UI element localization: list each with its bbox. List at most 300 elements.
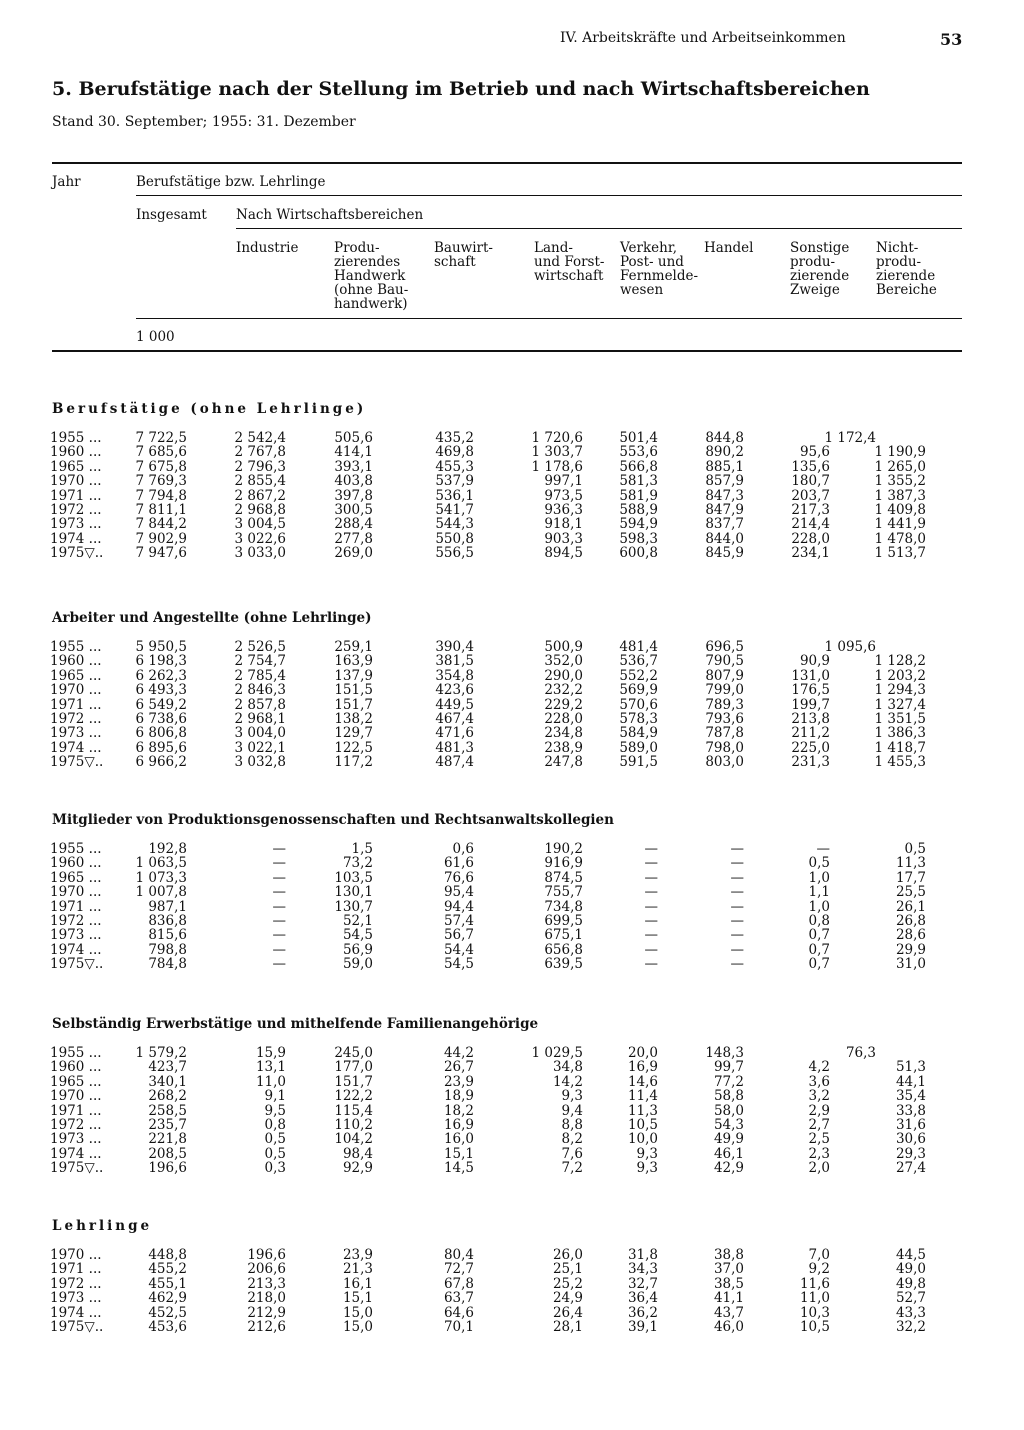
table-row	[0, 489, 1024, 503]
value-cell: 7,6	[561, 1145, 583, 1162]
value-cell: 269,0	[334, 545, 373, 562]
year-cell: 1970 ...	[50, 473, 102, 490]
value-cell: 10,5	[627, 1117, 658, 1133]
value-cell: 837,7	[705, 516, 744, 533]
value-cell: —	[644, 956, 658, 973]
value-cell: 1 478,0	[874, 530, 926, 547]
value-cell: 6 198,3	[135, 653, 187, 670]
value-cell: 1 327,4	[874, 696, 926, 713]
value-cell: 6 262,3	[135, 667, 187, 684]
value-cell: —	[272, 927, 286, 944]
value-cell: 228,0	[544, 711, 583, 727]
value-cell: 3 022,6	[234, 530, 286, 547]
value-cell: —	[644, 913, 658, 929]
value-cell: —	[644, 841, 658, 857]
value-cell: 212,9	[247, 1304, 286, 1321]
value-cell: 2 542,4	[234, 430, 286, 446]
value-cell: 0,8	[264, 1117, 286, 1133]
value-cell: 234,1	[791, 545, 830, 562]
value-cell: 196,6	[247, 1247, 286, 1263]
value-cell: 2,3	[808, 1145, 830, 1162]
table-row	[0, 1104, 1024, 1118]
value-cell: 26,7	[443, 1059, 474, 1076]
year-cell: 1972 ...	[50, 1275, 102, 1292]
table-row	[0, 1118, 1024, 1132]
value-cell: —	[730, 855, 744, 872]
header-nach-rule	[236, 228, 962, 229]
value-cell: 67,8	[443, 1275, 474, 1292]
year-cell: 1974 ...	[50, 1145, 102, 1162]
table-row	[0, 1291, 1024, 1305]
value-cell: 46,0	[713, 1319, 744, 1335]
value-cell: 11,0	[255, 1073, 286, 1090]
value-cell: 807,9	[705, 667, 744, 684]
value-cell: 1 720,6	[531, 430, 583, 446]
value-cell: 14,6	[627, 1073, 658, 1090]
value-cell: 10,3	[799, 1304, 830, 1321]
table-row	[0, 943, 1024, 957]
table-row	[0, 900, 1024, 914]
year-cell: 1971 ...	[50, 1102, 102, 1119]
merged-value-cell: 1 172,4	[824, 430, 876, 446]
value-cell: 455,2	[148, 1261, 187, 1278]
value-cell: 352,0	[544, 653, 583, 670]
value-cell: 32,2	[895, 1319, 926, 1335]
value-cell: 218,0	[247, 1290, 286, 1307]
value-cell: 2 846,3	[234, 682, 286, 699]
value-cell: 38,5	[713, 1275, 744, 1292]
value-cell: 3 022,1	[234, 739, 286, 756]
value-cell: 536,7	[619, 653, 658, 670]
table-row	[0, 1248, 1024, 1262]
value-cell: 24,9	[552, 1290, 583, 1307]
table-row	[0, 1306, 1024, 1320]
value-cell: 455,1	[148, 1275, 187, 1292]
header-col-verkehr: Verkehr, Post- und Fernmelde- wesen	[620, 240, 699, 298]
section-title: Arbeiter und Angestellte (ohne Lehrlinge)	[52, 610, 372, 626]
year-cell: 1970 ...	[50, 682, 102, 699]
value-cell: 594,9	[619, 516, 658, 533]
value-cell: 26,4	[552, 1304, 583, 1321]
year-cell: 1955 ...	[50, 639, 102, 655]
value-cell: 2,7	[808, 1117, 830, 1133]
value-cell: 26,0	[552, 1247, 583, 1263]
value-cell: 469,8	[435, 444, 474, 461]
value-cell: 1 178,6	[531, 458, 583, 475]
value-cell: 0,5	[264, 1145, 286, 1162]
value-cell: 1 387,3	[874, 487, 926, 504]
value-cell: 31,6	[895, 1117, 926, 1133]
value-cell: 755,7	[544, 884, 583, 901]
value-cell: 0,5	[904, 841, 926, 857]
value-cell: 435,2	[435, 430, 474, 446]
value-cell: 5 950,5	[135, 639, 187, 655]
value-cell: 1 203,2	[874, 667, 926, 684]
value-cell: 95,4	[443, 884, 474, 901]
value-cell: 857,9	[705, 473, 744, 490]
table-row	[0, 885, 1024, 899]
value-cell: 501,4	[619, 430, 658, 446]
value-cell: 7 685,6	[135, 444, 187, 461]
value-cell: 31,0	[895, 956, 926, 973]
value-cell: 936,3	[544, 502, 583, 518]
value-cell: —	[730, 927, 744, 944]
value-cell: 9,4	[561, 1102, 583, 1119]
value-cell: 73,2	[342, 855, 373, 872]
section-title: Lehrlinge	[52, 1218, 153, 1234]
value-cell: 25,2	[552, 1275, 583, 1292]
table-row	[0, 755, 1024, 769]
value-cell: 381,5	[435, 653, 474, 670]
value-cell: 462,9	[148, 1290, 187, 1307]
value-cell: 7 811,1	[135, 502, 187, 518]
value-cell: 211,2	[791, 725, 830, 742]
value-cell: 196,6	[148, 1160, 187, 1177]
table-row	[0, 654, 1024, 668]
year-cell: 1965 ...	[50, 1073, 102, 1090]
value-cell: 104,2	[334, 1131, 373, 1148]
value-cell: 16,0	[443, 1131, 474, 1148]
value-cell: —	[272, 941, 286, 958]
header-insgesamt: Insgesamt	[136, 207, 207, 223]
table-row	[0, 431, 1024, 445]
value-cell: 192,8	[148, 841, 187, 857]
table-row	[0, 683, 1024, 697]
value-cell: 288,4	[334, 516, 373, 533]
merged-value-cell: 1 095,6	[824, 639, 876, 655]
value-cell: 0,8	[808, 913, 830, 929]
value-cell: 21,3	[342, 1261, 373, 1278]
value-cell: 208,5	[148, 1145, 187, 1162]
value-cell: 130,1	[334, 884, 373, 901]
value-cell: 452,5	[148, 1304, 187, 1321]
header-col-sonstige: Sonstige produ- zierende Zweige	[790, 240, 850, 298]
value-cell: —	[644, 869, 658, 886]
value-cell: 581,9	[619, 487, 658, 504]
value-cell: 2 855,4	[234, 473, 286, 490]
value-cell: 3 004,0	[234, 725, 286, 742]
section-title: Selbständig Erwerbstätige und mithelfende Familienangehörige	[52, 1016, 539, 1032]
value-cell: 2 785,4	[234, 667, 286, 684]
value-cell: 258,5	[148, 1102, 187, 1119]
value-cell: 844,8	[705, 430, 744, 446]
value-cell: 213,3	[247, 1275, 286, 1292]
page-number: 53	[940, 30, 963, 49]
value-cell: 57,4	[443, 913, 474, 929]
value-cell: 1 294,3	[874, 682, 926, 699]
header-bottom-rule	[52, 350, 962, 352]
value-cell: 0,7	[808, 941, 830, 958]
value-cell: —	[730, 913, 744, 929]
value-cell: 76,6	[443, 869, 474, 886]
value-cell: 110,2	[334, 1117, 373, 1133]
value-cell: 245,0	[334, 1045, 373, 1061]
table-row	[0, 1060, 1024, 1074]
value-cell: 1,5	[351, 841, 373, 857]
header-col-landwirtschaft: Land- und Forst- wirtschaft	[534, 240, 605, 284]
value-cell: 0,7	[808, 927, 830, 944]
value-cell: 890,2	[705, 444, 744, 461]
value-cell: 7 769,3	[135, 473, 187, 490]
value-cell: 2,5	[808, 1131, 830, 1148]
header-group-rule	[136, 195, 962, 196]
table-row	[0, 698, 1024, 712]
value-cell: 7 722,5	[135, 430, 187, 446]
value-cell: 259,1	[334, 639, 373, 655]
value-cell: 500,9	[544, 639, 583, 655]
value-cell: 15,9	[255, 1045, 286, 1061]
table-row	[0, 517, 1024, 531]
value-cell: 556,5	[435, 545, 474, 562]
table-title: 5. Berufstätige nach der Stellung im Betrieb und nach Wirtschaftsbereichen	[52, 78, 870, 100]
value-cell: 94,4	[443, 898, 474, 915]
value-cell: 28,1	[552, 1319, 583, 1335]
value-cell: 29,3	[895, 1145, 926, 1162]
value-cell: 36,2	[627, 1304, 658, 1321]
year-cell: 1965 ...	[50, 458, 102, 475]
value-cell: 3 032,8	[234, 754, 286, 771]
value-cell: 39,1	[627, 1319, 658, 1335]
table-row	[0, 1046, 1024, 1060]
value-cell: 17,7	[895, 869, 926, 886]
value-cell: —	[730, 956, 744, 973]
table-row	[0, 1277, 1024, 1291]
value-cell: 1 351,5	[874, 711, 926, 727]
value-cell: 176,5	[791, 682, 830, 699]
year-cell: 1972 ...	[50, 711, 102, 727]
value-cell: 1 190,9	[874, 444, 926, 461]
value-cell: 117,2	[334, 754, 373, 771]
value-cell: 1 265,0	[874, 458, 926, 475]
table-row	[0, 460, 1024, 474]
value-cell: 11,3	[627, 1102, 658, 1119]
value-cell: 448,8	[148, 1247, 187, 1263]
table-row	[0, 640, 1024, 654]
value-cell: 99,7	[713, 1059, 744, 1076]
value-cell: 449,5	[435, 696, 474, 713]
year-cell: 1960 ...	[50, 444, 102, 461]
value-cell: 16,9	[627, 1059, 658, 1076]
value-cell: 11,3	[895, 855, 926, 872]
value-cell: 7 675,8	[135, 458, 187, 475]
value-cell: 63,7	[443, 1290, 474, 1307]
value-cell: —	[272, 913, 286, 929]
merged-value-cell: 76,3	[845, 1045, 876, 1061]
table-row	[0, 712, 1024, 726]
value-cell: 487,4	[435, 754, 474, 771]
value-cell: 566,8	[619, 458, 658, 475]
value-cell: 70,1	[443, 1319, 474, 1335]
value-cell: 390,4	[435, 639, 474, 655]
value-cell: 49,0	[895, 1261, 926, 1278]
value-cell: 54,5	[342, 927, 373, 944]
year-cell: 1973 ...	[50, 1131, 102, 1148]
value-cell: 815,6	[148, 927, 187, 944]
value-cell: 58,8	[713, 1088, 744, 1105]
header-col-industrie: Industrie	[236, 240, 299, 256]
value-cell: 300,5	[334, 502, 373, 518]
value-cell: 49,9	[713, 1131, 744, 1148]
value-cell: 229,2	[544, 696, 583, 713]
value-cell: 537,9	[435, 473, 474, 490]
header-top-rule	[52, 162, 962, 164]
value-cell: 541,7	[435, 502, 474, 518]
value-cell: 997,1	[544, 473, 583, 490]
value-cell: 578,3	[619, 711, 658, 727]
value-cell: 9,1	[264, 1088, 286, 1105]
value-cell: 59,0	[342, 956, 373, 973]
value-cell: 6 966,2	[135, 754, 187, 771]
value-cell: 10,5	[799, 1319, 830, 1335]
value-cell: 885,1	[705, 458, 744, 475]
value-cell: 13,1	[255, 1059, 286, 1076]
table-row	[0, 1132, 1024, 1146]
value-cell: 232,2	[544, 682, 583, 699]
value-cell: 290,0	[544, 667, 583, 684]
value-cell: 4,2	[808, 1059, 830, 1076]
value-cell: 798,8	[148, 941, 187, 958]
value-cell: 54,3	[713, 1117, 744, 1133]
value-cell: —	[644, 898, 658, 915]
value-cell: 206,6	[247, 1261, 286, 1278]
value-cell: 38,8	[713, 1247, 744, 1263]
year-cell: 1971 ...	[50, 898, 102, 915]
value-cell: 15,1	[342, 1290, 373, 1307]
value-cell: 550,8	[435, 530, 474, 547]
header-col-handwerk: Produ- zierendes Handwerk (ohne Bau- handwerk)	[334, 240, 409, 312]
value-cell: 569,9	[619, 682, 658, 699]
value-cell: 213,8	[791, 711, 830, 727]
value-cell: 2 796,3	[234, 458, 286, 475]
value-cell: 15,1	[443, 1145, 474, 1162]
value-cell: 203,7	[791, 487, 830, 504]
value-cell: —	[272, 898, 286, 915]
value-cell: 570,6	[619, 696, 658, 713]
value-cell: 23,9	[342, 1247, 373, 1263]
value-cell: —	[730, 884, 744, 901]
value-cell: 799,0	[705, 682, 744, 699]
value-cell: 847,3	[705, 487, 744, 504]
value-cell: 1 455,3	[874, 754, 926, 771]
year-cell: 1975▽..	[50, 545, 104, 562]
value-cell: 393,1	[334, 458, 373, 475]
year-cell: 1974 ...	[50, 530, 102, 547]
value-cell: 37,0	[713, 1261, 744, 1278]
value-cell: 221,8	[148, 1131, 187, 1148]
value-cell: 1 418,7	[874, 739, 926, 756]
value-cell: 51,3	[895, 1059, 926, 1076]
value-cell: 138,2	[334, 711, 373, 727]
value-cell: —	[272, 841, 286, 857]
value-cell: 11,4	[627, 1088, 658, 1105]
table-subtitle: Stand 30. September; 1955: 31. Dezember	[52, 114, 356, 130]
value-cell: 6 806,8	[135, 725, 187, 742]
value-cell: 231,3	[791, 754, 830, 771]
header-unit-rule	[136, 318, 962, 319]
value-cell: 2 968,1	[234, 711, 286, 727]
value-cell: —	[644, 941, 658, 958]
value-cell: 54,4	[443, 941, 474, 958]
year-cell: 1965 ...	[50, 667, 102, 684]
value-cell: —	[730, 941, 744, 958]
value-cell: 481,3	[435, 739, 474, 756]
value-cell: 598,3	[619, 530, 658, 547]
table-row	[0, 871, 1024, 885]
value-cell: 787,8	[705, 725, 744, 742]
value-cell: 28,6	[895, 927, 926, 944]
value-cell: 675,1	[544, 927, 583, 944]
section-title: Berufstätige (ohne Lehrlinge)	[52, 401, 367, 417]
value-cell: 2 754,7	[234, 653, 286, 670]
value-cell: 11,0	[799, 1290, 830, 1307]
table-row	[0, 669, 1024, 683]
value-cell: 42,9	[713, 1160, 744, 1177]
value-cell: 129,7	[334, 725, 373, 742]
value-cell: 130,7	[334, 898, 373, 915]
value-cell: 2 857,8	[234, 696, 286, 713]
value-cell: 836,8	[148, 913, 187, 929]
table-row	[0, 914, 1024, 928]
value-cell: 212,6	[247, 1319, 286, 1335]
value-cell: 1 029,5	[531, 1045, 583, 1061]
table-row	[0, 445, 1024, 459]
table-row	[0, 1320, 1024, 1334]
value-cell: 3 033,0	[234, 545, 286, 562]
value-cell: 784,8	[148, 956, 187, 973]
value-cell: 600,8	[619, 545, 658, 562]
value-cell: 584,9	[619, 725, 658, 742]
value-cell: 43,7	[713, 1304, 744, 1321]
value-cell: 789,3	[705, 696, 744, 713]
value-cell: 918,1	[544, 516, 583, 533]
value-cell: 115,4	[334, 1102, 373, 1119]
value-cell: 6 493,3	[135, 682, 187, 699]
value-cell: 238,9	[544, 739, 583, 756]
value-cell: 177,0	[334, 1059, 373, 1076]
value-cell: 467,4	[435, 711, 474, 727]
value-cell: 2 526,5	[234, 639, 286, 655]
value-cell: 46,1	[713, 1145, 744, 1162]
value-cell: 1,0	[808, 869, 830, 886]
value-cell: 7,2	[561, 1160, 583, 1177]
value-cell: 1,1	[808, 884, 830, 901]
value-cell: —	[272, 869, 286, 886]
value-cell: 56,7	[443, 927, 474, 944]
section-title: Mitglieder von Produktionsgenossenschaften und Rechtsanwaltskollegien	[52, 812, 614, 828]
value-cell: 639,5	[544, 956, 583, 973]
value-cell: 9,3	[636, 1160, 658, 1177]
table-row	[0, 856, 1024, 870]
value-cell: 34,3	[627, 1261, 658, 1278]
year-cell: 1975▽..	[50, 1160, 104, 1177]
value-cell: —	[644, 927, 658, 944]
value-cell: 44,1	[895, 1073, 926, 1090]
value-cell: 2 867,2	[234, 487, 286, 504]
value-cell: 7 844,2	[135, 516, 187, 533]
value-cell: —	[730, 841, 744, 857]
value-cell: 15,0	[342, 1319, 373, 1335]
value-cell: 135,6	[791, 458, 830, 475]
year-cell: 1972 ...	[50, 1117, 102, 1133]
value-cell: 14,5	[443, 1160, 474, 1177]
value-cell: 92,9	[342, 1160, 373, 1177]
value-cell: 90,9	[799, 653, 830, 670]
value-cell: 588,9	[619, 502, 658, 518]
value-cell: —	[816, 841, 830, 857]
value-cell: 423,6	[435, 682, 474, 699]
value-cell: 234,8	[544, 725, 583, 742]
value-cell: 214,4	[791, 516, 830, 533]
